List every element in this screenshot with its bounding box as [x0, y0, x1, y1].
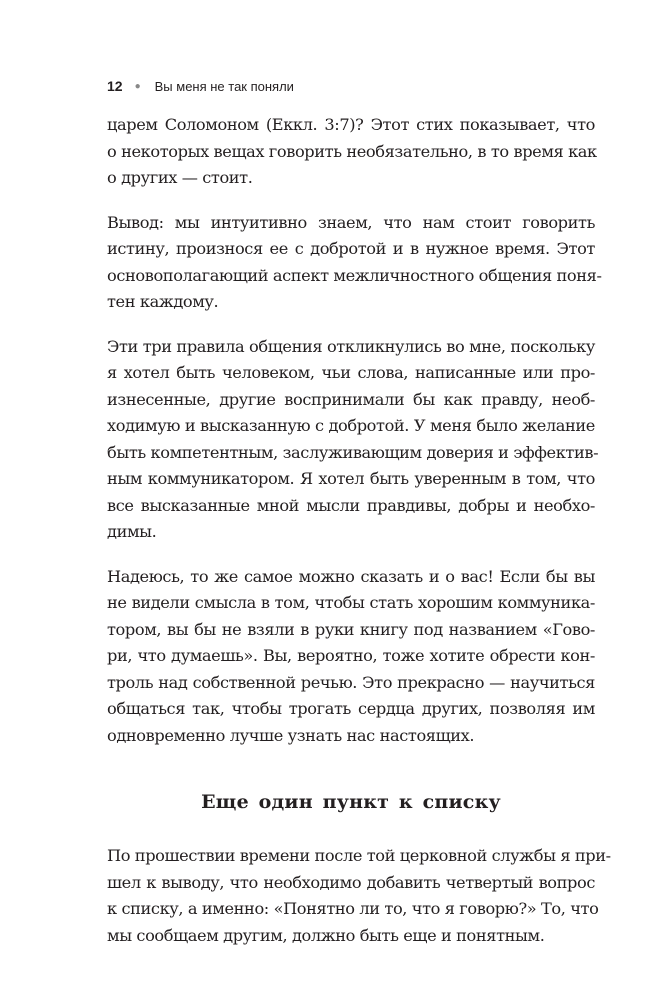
text-line: шел к выводу, что необходимо добавить четвертый вопрос — [107, 872, 595, 892]
page-number: 12 — [107, 78, 123, 94]
text-line: я хотел быть человеком, чьи слова, написанные или про- — [107, 363, 595, 382]
paragraph — [107, 210, 602, 316]
text-line: не видели смысла в том, чтобы стать хорошим коммуника- — [107, 593, 595, 612]
text-line: ным коммуникатором. Я хотел быть уверенным в том, что — [107, 469, 595, 488]
text-line: ходимую и высказанную с добротой. У меня было желание — [107, 416, 595, 435]
text-line: царем Соломоном (Еккл. 3:7)? Этот стих показывает, что — [107, 115, 595, 134]
text-line: мы сообщаем другим, должно быть еще и понятным. — [107, 925, 545, 945]
section-heading: Еще один пункт к списку — [201, 791, 501, 813]
running-title: Вы меня не так поняли — [154, 78, 294, 94]
page-body — [107, 112, 611, 967]
paragraph — [107, 843, 611, 949]
section-paragraph-group — [107, 843, 611, 949]
text-line: димы. — [107, 522, 157, 541]
text-line: о других — стоит. — [107, 168, 253, 187]
text-line: к списку, а именно: «Понятно ли то, что я говорю?» То, что — [107, 899, 599, 918]
text-line: Эти три правила общения откликнулись во мне, поскольку — [107, 336, 595, 356]
paragraph — [107, 334, 599, 546]
text-line: истину, произнося ее с добротой и в нужное время. Этот — [107, 239, 595, 258]
text-line: основополагающий аспект межличностного общения поня- — [107, 265, 602, 285]
text-line: общаться так, чтобы трогать сердца других, позволяя им — [107, 699, 595, 718]
text-line: все высказанные мной мысли правдивы, добры и необхо- — [107, 495, 595, 515]
paragraph-group — [107, 112, 602, 749]
text-line: Вывод: мы интуитивно знаем, что нам стоит говорить — [107, 212, 595, 232]
page-header — [107, 78, 294, 94]
text-line: о некоторых вещах говорить необязательно, в то время как — [107, 141, 597, 161]
bullet-separator: ● — [134, 80, 141, 92]
text-line: По прошествии времени после той церковной службы я при- — [107, 846, 611, 865]
text-line: троль над собственной речью. Это прекрасно — научиться — [107, 672, 595, 692]
paragraph — [107, 564, 595, 750]
text-line: изнесенные, другие воспринимали бы как правду, необ- — [107, 389, 595, 409]
text-line: быть компетентным, заслуживающим доверия и эффектив- — [107, 442, 599, 462]
paragraph — [107, 112, 595, 192]
text-line: одновременно лучше узнать нас настоящих. — [107, 725, 475, 745]
text-line: тором, вы бы не взяли в руки книгу под названием «Гово- — [107, 619, 595, 639]
text-line: ри, что думаешь». Вы, вероятно, тоже хотите обрести кон- — [107, 646, 595, 665]
text-line: Надеюсь, то же самое можно сказать и о вас! Если бы вы — [107, 566, 595, 586]
text-line: тен каждому. — [107, 292, 219, 311]
